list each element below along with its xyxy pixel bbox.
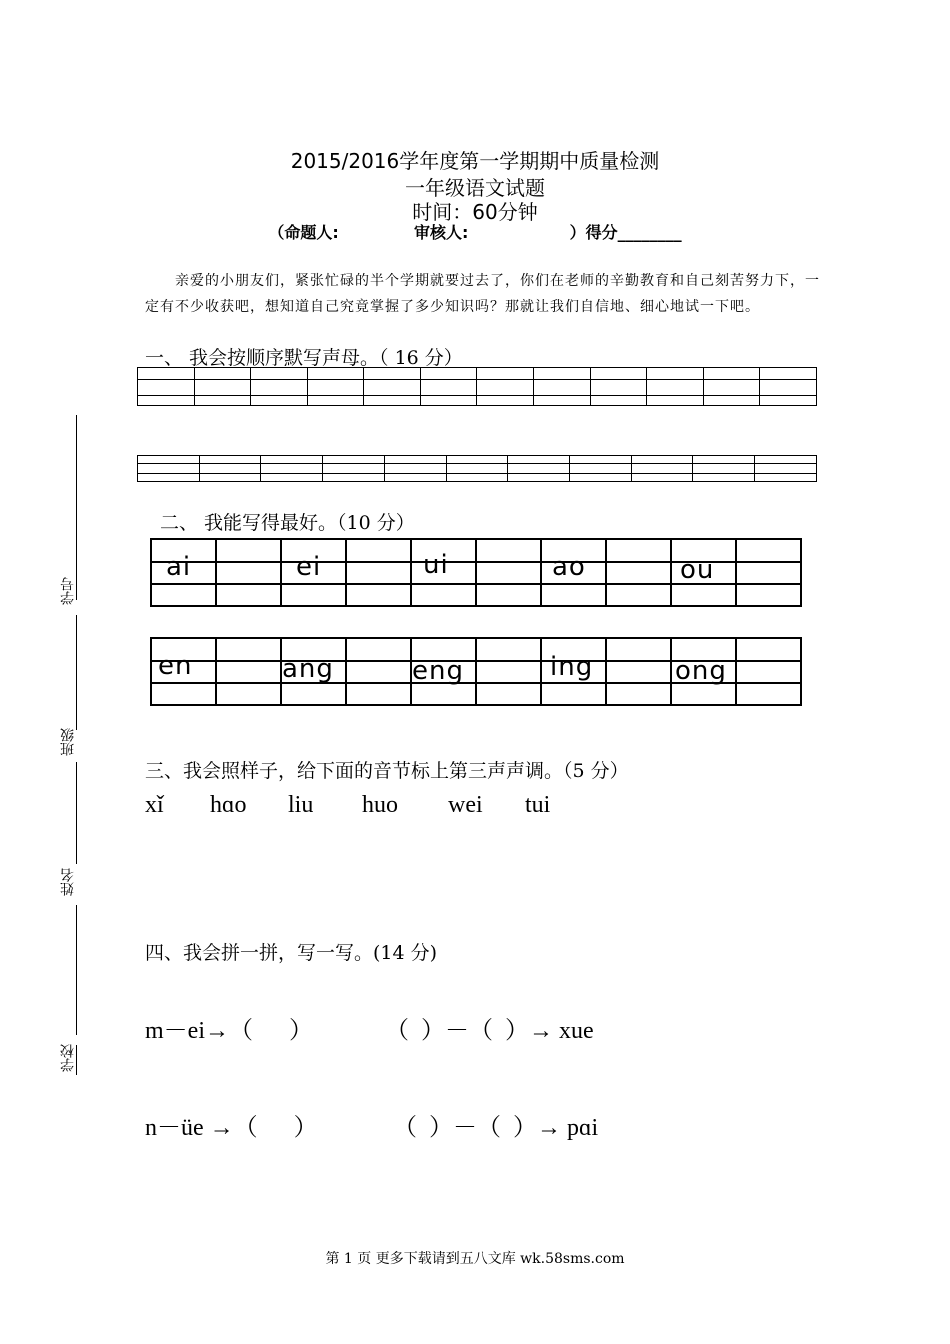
author-label: （命题人: xyxy=(268,223,339,242)
q2-syllable-ao: ao xyxy=(552,552,586,582)
exam-title: 2015/2016学年度第一学期期中质量检测 xyxy=(290,149,660,173)
sidebar-class-label: 班级 xyxy=(60,728,76,756)
q2-syllable-ou: ou xyxy=(680,555,715,585)
q4-line2-left: n－üe →（ ） xyxy=(145,1115,318,1141)
q2-syllable-ei: ei xyxy=(296,552,322,582)
q3-syllable-huo: huo xyxy=(362,792,398,818)
q3-syllable-tui: tui xyxy=(525,792,551,818)
question-4-label: 四、我会拼一拼，写一写。(14 分) xyxy=(145,942,438,964)
question-3-label: 三、我会照样子，给下面的音节标上第三声声调。（5 分） xyxy=(145,760,629,782)
q2-syllable-ong: ong xyxy=(675,656,727,686)
exam-subtitle: 一年级语文试题 xyxy=(405,176,545,200)
q4-line1-right: （ ）－（ ）→ xue xyxy=(385,1018,594,1044)
q2-syllable-en: en xyxy=(158,651,193,681)
binding-line xyxy=(76,615,77,730)
q1-grid-top[interactable] xyxy=(137,367,817,406)
reviewer-label: 审核人: xyxy=(413,223,469,242)
exam-time: 时间：60分钟 xyxy=(412,200,538,224)
sidebar-name-label: 姓名 xyxy=(60,868,76,896)
sidebar-number-label: 学号 xyxy=(60,577,76,605)
question-1-label: 一、 我会按顺序默写声母。（ 16 分） xyxy=(145,347,463,369)
q2-syllable-eng: eng xyxy=(412,656,464,686)
score-label: ）得分________ xyxy=(569,223,682,242)
q4-line2-right: （ ）－（ ）→ pɑi xyxy=(393,1115,599,1141)
binding-line xyxy=(76,762,77,864)
q3-syllable-wei: wei xyxy=(448,792,483,818)
sidebar-school-label: 学校 xyxy=(60,1044,76,1072)
q4-line1-left: m－ei→（ ） xyxy=(145,1018,313,1044)
q2-syllable-ai: ai xyxy=(166,552,192,582)
intro-text: 亲爱的小朋友们，紧张忙碌的半个学期就要过去了，你们在老师的辛勤教育和自己刻苦努力下，一定有不少收获吧，想知道自己究竟掌握了多少知识吗？那就让我们自信地、细心地试一下吧。 xyxy=(145,273,820,315)
binding-line xyxy=(76,415,77,600)
binding-line xyxy=(76,905,77,1035)
q3-syllable-liu: liu xyxy=(288,792,314,818)
q2-syllable-ang: ang xyxy=(282,654,334,684)
q2-syllable-ui: ui xyxy=(423,550,449,580)
page-footer: 第 1 页 更多下载请到五八文库 wk.58sms.com xyxy=(325,1251,625,1267)
q3-syllable-hao: hɑo xyxy=(210,792,247,818)
q3-syllable-xi: xǐ xyxy=(145,792,164,818)
q1-grid-bottom[interactable] xyxy=(137,455,817,482)
question-2-label: 二、 我能写得最好。（10 分） xyxy=(160,512,415,534)
q2-syllable-ing: ing xyxy=(550,652,594,682)
exam-meta xyxy=(0,220,950,243)
